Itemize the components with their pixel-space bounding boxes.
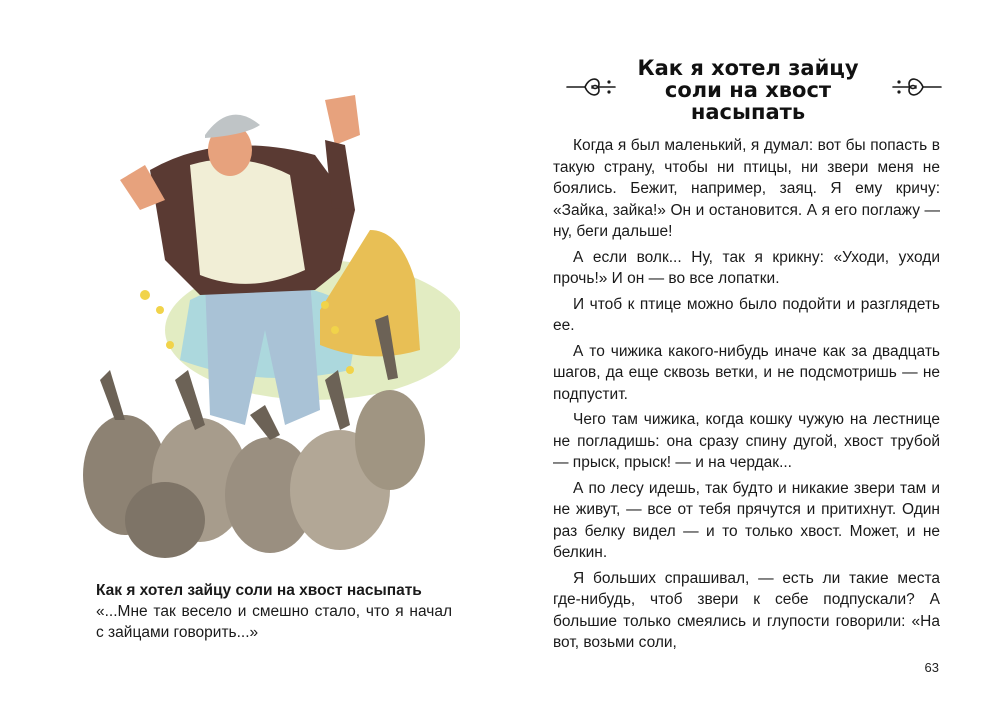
shirt <box>190 159 305 284</box>
paragraph: А по лесу идешь, так будто и никакие звери там и не живут, — все от тебя прячутся и притихнут. Один раз белку видел — и то только хвост. Может, и не белкин. <box>553 479 940 561</box>
scroll-ornament-right-icon <box>891 73 943 101</box>
paragraph: А то чижика какого-нибудь иначе как за двадцать шагов, да еще сквозь ветки, и не подсмотришь — не подпустит. <box>553 342 940 403</box>
paragraph: А если волк... Ну, так я крикну: «Уходи, уходи прочь!» И он — во все лопатки. <box>553 248 940 287</box>
paragraph: Когда я был маленький, я думал: вот бы попасть в такую страну, чтобы ни птицы, ни звери меня не боялись. Бежит, например, заяц. Я ему кричу: «Зайка, зайка!» Он и остановится. А я его поглажу — ну, беги дальше! <box>553 137 940 240</box>
paragraph: И чтоб к птице можно было подойти и разглядеть ее. <box>553 295 940 334</box>
left-page <box>0 0 503 728</box>
right-hand <box>325 95 360 145</box>
scroll-ornament-left-icon <box>565 73 617 101</box>
illustration-caption <box>96 580 452 643</box>
chapter-header <box>553 55 943 125</box>
chapter-title: Как я хотел зайцу соли на хвост насыпать <box>637 56 859 124</box>
page-number: 63 <box>924 660 939 675</box>
chapter-text <box>553 135 940 658</box>
paragraph: Я больших спрашивал, — есть ли такие места где-нибудь, чтоб звери к себе подпускали? А большие только смеялись и глупости говорили: «На вот, возьми соли, <box>553 569 940 651</box>
cap <box>205 115 260 138</box>
caption-quote: «...Мне так весело и смешно стало, что я начал с зайцами говорить...» <box>96 603 452 641</box>
paragraph: Чего там чижика, когда кошку чужую на лестнице не погладишь: она сразу спину дугой, хвост трубой — прыск, прыск! — и на чердак... <box>553 411 940 471</box>
right-page <box>503 0 1007 728</box>
illustration-man-with-hares <box>70 80 460 560</box>
caption-title: Как я хотел зайцу соли на хвост насыпать <box>96 582 422 599</box>
